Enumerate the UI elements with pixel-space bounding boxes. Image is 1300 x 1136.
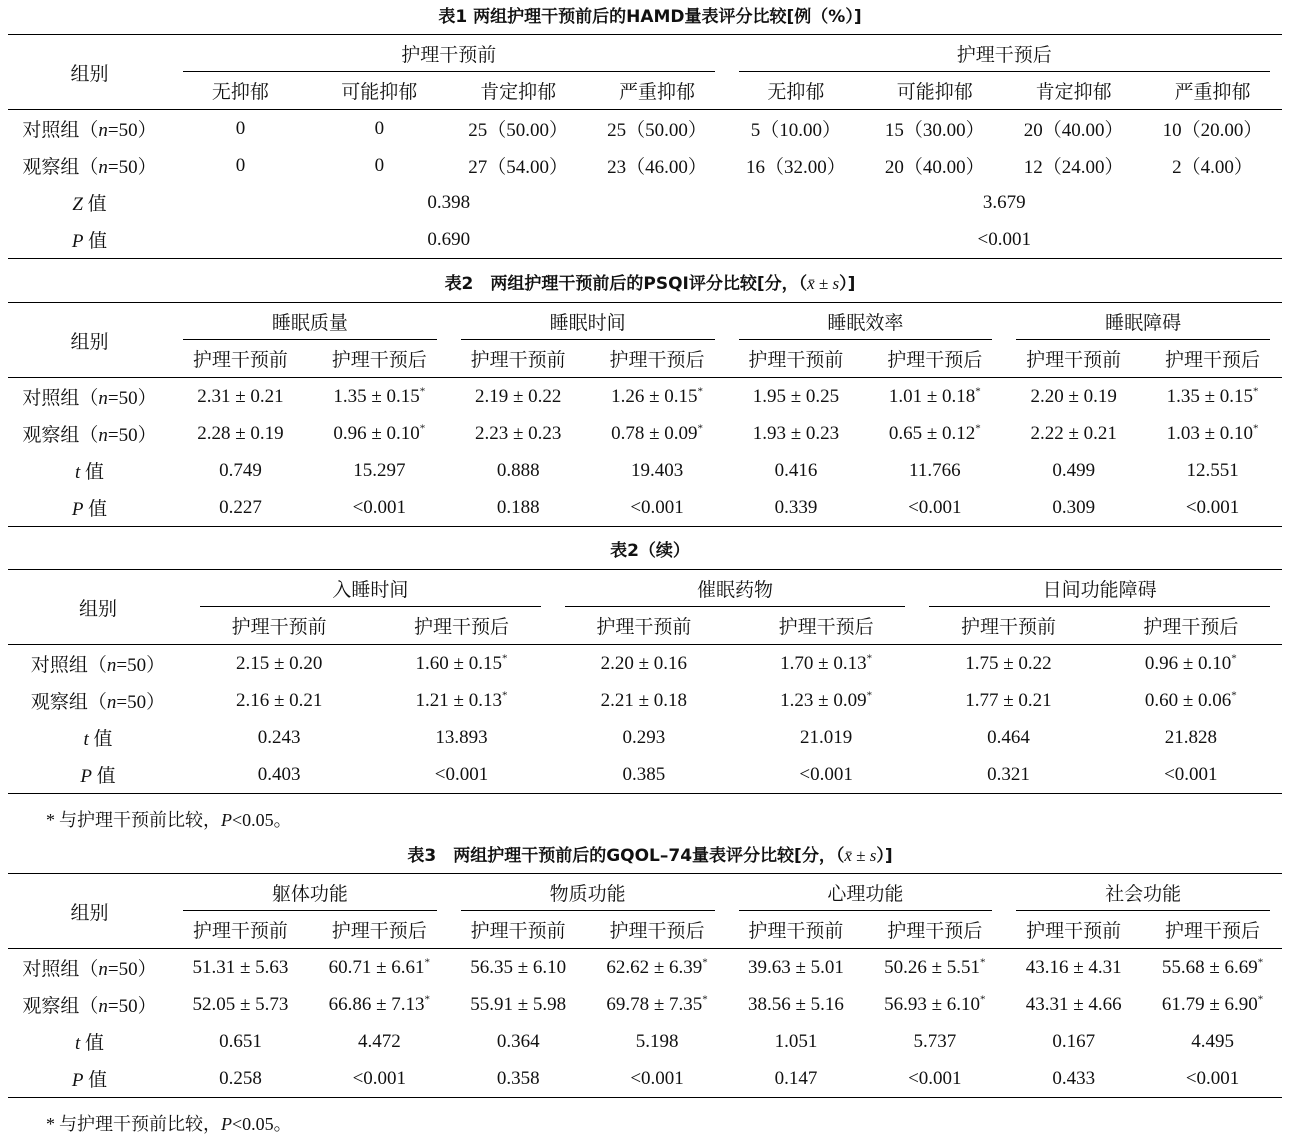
table-cell: 38.56 ± 5.16	[747, 993, 844, 1015]
section-header: 催眠药物	[553, 570, 918, 608]
table-cell: 1.23 ± 0.09*	[780, 689, 873, 711]
table-cell: 0.321	[987, 763, 1030, 785]
table-cell: 10（20.00）	[1162, 120, 1263, 141]
section-header: 心理功能	[727, 874, 1005, 912]
table-cell: 1.21 ± 0.13*	[415, 689, 508, 711]
table-cell: <0.001	[1164, 763, 1218, 785]
row-label: 观察组（n=50）	[22, 157, 157, 178]
table-cell: 1.75 ± 0.22	[965, 652, 1052, 674]
table-cell: 60.71 ± 6.61*	[328, 956, 431, 978]
table-cell: 0.339	[774, 496, 818, 518]
table-cell: 12（24.00）	[1023, 157, 1124, 178]
table-cell: 43.31 ± 4.66	[1025, 993, 1122, 1015]
row-label: t 值	[74, 1033, 105, 1054]
column-header: 护理干预后	[1143, 340, 1282, 378]
group-header: 组别	[8, 874, 171, 949]
table-cell: 1.93 ± 0.23	[752, 422, 840, 444]
table-cell: 5.198	[635, 1030, 679, 1052]
significance-marker: *	[866, 689, 873, 702]
column-header: 无抑郁	[171, 72, 310, 110]
table-cell: 0.364	[496, 1030, 540, 1052]
table-cell: 0.65 ± 0.12*	[888, 422, 981, 444]
significance-marker: *	[1231, 689, 1237, 702]
significance-marker: *	[975, 385, 981, 398]
significance-marker: *	[975, 422, 981, 435]
table-cell: 69.78 ± 7.35*	[606, 993, 708, 1015]
table-row	[8, 1060, 1282, 1098]
significance-marker: *	[419, 422, 426, 435]
table-cell: 5（10.00）	[750, 120, 842, 141]
table-cell: 0.243	[257, 726, 301, 748]
section-header: 睡眠效率	[727, 303, 1005, 341]
table-cell: 2.28 ± 0.19	[197, 422, 284, 444]
column-header: 护理干预前	[727, 340, 866, 378]
table-cell: 20（40.00）	[884, 157, 985, 178]
table-cell: 0.147	[774, 1067, 818, 1089]
column-header: 护理干预前	[188, 607, 370, 645]
table2b-caption: 表2（续）	[610, 541, 690, 561]
table-row	[8, 949, 1282, 987]
table-cell: 1.35 ± 0.15*	[333, 385, 426, 407]
table-cell: 19.403	[630, 459, 684, 481]
column-header: 严重抑郁	[1143, 72, 1282, 110]
table-row	[8, 1023, 1282, 1060]
row-label: t 值	[74, 462, 105, 483]
significance-marker: *	[1257, 956, 1264, 969]
table-cell: 5.737	[913, 1030, 957, 1052]
significance-marker: *	[866, 652, 873, 665]
table-cell: 1.60 ± 0.15*	[415, 652, 508, 674]
table-cell: 13.893	[435, 726, 488, 748]
column-header: 护理干预后	[310, 911, 449, 949]
significance-marker: *	[501, 689, 508, 702]
table-cell: 2.15 ± 0.20	[235, 652, 323, 674]
section-header: 日间功能障碍	[917, 570, 1282, 608]
significance-marker: *	[1253, 422, 1259, 435]
table-row	[8, 147, 1282, 184]
section-header: 睡眠时间	[449, 303, 727, 341]
row-label: P 值	[71, 1070, 108, 1091]
table-row	[8, 756, 1282, 794]
column-header: 严重抑郁	[588, 72, 727, 110]
significance-marker: *	[424, 993, 431, 1006]
table-row	[8, 719, 1282, 756]
table-row	[8, 986, 1282, 1023]
row-label: t 值	[83, 729, 113, 750]
row-label: P 值	[80, 766, 116, 787]
column-header: 护理干预后	[1143, 911, 1282, 949]
row-label: 对照组（n=50）	[30, 655, 166, 676]
table-cell: 2（4.00）	[1172, 157, 1253, 178]
table-row	[8, 645, 1282, 683]
column-header: 护理干预前	[449, 911, 588, 949]
table-cell: 11.766	[909, 459, 961, 481]
table-cell: 21.019	[800, 726, 853, 748]
p-label: P 值	[71, 231, 108, 252]
table-cell: 1.01 ± 0.18*	[888, 385, 981, 407]
table-cell: 12.551	[1186, 459, 1239, 481]
significance-marker: *	[980, 956, 986, 969]
table-cell: 55.68 ± 6.69*	[1161, 956, 1264, 978]
row-label: 观察组（n=50）	[30, 692, 166, 713]
column-header: 护理干预前	[727, 911, 866, 949]
table-cell: <0.001	[908, 1067, 962, 1089]
table-cell: 4.495	[1191, 1030, 1234, 1052]
z-label: Z 值	[72, 194, 107, 215]
table-row	[8, 415, 1282, 452]
table-cell: 1.70 ± 0.13*	[780, 652, 873, 674]
table-cell: 2.21 ± 0.18	[600, 689, 688, 711]
table-cell: 2.20 ± 0.16	[600, 652, 688, 674]
table-cell: 0.78 ± 0.09*	[611, 422, 704, 444]
table-row	[8, 452, 1282, 489]
column-header: 护理干预前	[171, 911, 310, 949]
group-header: 组别	[8, 35, 171, 110]
section-header: 躯体功能	[171, 874, 449, 912]
significance-marker: *	[702, 993, 708, 1006]
table-row	[8, 489, 1282, 527]
table-cell: 0.60 ± 0.06*	[1144, 689, 1237, 711]
after-header: 护理干预后	[727, 35, 1283, 73]
table-cell: 1.051	[774, 1030, 818, 1052]
section-header: 睡眠质量	[171, 303, 449, 341]
table-cell: 0.167	[1052, 1030, 1096, 1052]
section-header: 睡眠障碍	[1004, 303, 1282, 341]
table-cell: 20（40.00）	[1023, 120, 1124, 141]
table-cell: <0.001	[630, 1067, 684, 1089]
significance-marker: *	[702, 956, 708, 969]
row-label: 对照组（n=50）	[22, 959, 157, 980]
table-cell: 56.93 ± 6.10*	[884, 993, 986, 1015]
table-cell: 0.499	[1052, 459, 1096, 481]
table-cell: 27（54.00）	[468, 157, 569, 178]
table-cell: <0.001	[434, 763, 489, 785]
column-header: 护理干预前	[449, 340, 588, 378]
table-cell: 0.651	[219, 1030, 262, 1052]
table-cell: 39.63 ± 5.01	[747, 956, 844, 978]
table1-caption: 表1 两组护理干预前后的HAMD量表评分比较[例（%）]	[438, 7, 862, 27]
table1	[8, 34, 1282, 259]
p-before: 0.690	[427, 228, 471, 250]
table-cell: 0.96 ± 0.10*	[333, 422, 426, 444]
column-header: 护理干预后	[588, 911, 727, 949]
column-header: 护理干预后	[1100, 607, 1282, 645]
table-cell: 15.297	[353, 459, 406, 481]
table-cell: <0.001	[1185, 496, 1240, 518]
table-cell: 51.31 ± 5.63	[192, 956, 289, 978]
table-cell: 0.96 ± 0.10*	[1144, 652, 1237, 674]
table-row	[8, 682, 1282, 719]
significance-marker: *	[1253, 385, 1259, 398]
before-header: 护理干预前	[171, 35, 727, 73]
table-cell: 15（30.00）	[884, 120, 985, 141]
table-cell: 0	[235, 117, 246, 139]
table-cell: <0.001	[1185, 1067, 1240, 1089]
table-cell: 0.416	[774, 459, 818, 481]
table-cell: <0.001	[799, 763, 853, 785]
table-cell: 2.23 ± 0.23	[474, 422, 562, 444]
table-cell: <0.001	[352, 1067, 407, 1089]
column-header: 无抑郁	[727, 72, 866, 110]
group-header: 组别	[8, 570, 188, 645]
table-row	[8, 378, 1282, 416]
z-after: 3.679	[982, 191, 1026, 213]
row-label: 观察组（n=50）	[22, 425, 157, 446]
column-header: 护理干预前	[917, 607, 1099, 645]
table-cell: 0.749	[219, 459, 262, 481]
table-cell: 0.385	[622, 763, 666, 785]
section-header: 物质功能	[449, 874, 727, 912]
column-header: 护理干预后	[310, 340, 449, 378]
table-row	[8, 110, 1282, 148]
row-label: P 值	[71, 499, 108, 520]
table-cell: 21.828	[1164, 726, 1217, 748]
row-label: 对照组（n=50）	[22, 120, 157, 141]
table-cell: 0.888	[496, 459, 540, 481]
table-cell: 50.26 ± 5.51*	[884, 956, 986, 978]
column-header: 肯定抑郁	[1004, 72, 1143, 110]
section-header: 入睡时间	[188, 570, 553, 608]
table-cell: 1.35 ± 0.15*	[1166, 385, 1259, 407]
table-cell: 0.258	[219, 1067, 262, 1089]
table-cell: 1.95 ± 0.25	[752, 385, 840, 407]
p-after: <0.001	[977, 228, 1031, 250]
column-header: 护理干预前	[1004, 340, 1143, 378]
table-cell: 55.91 ± 5.98	[470, 993, 567, 1015]
table-cell: 2.20 ± 0.19	[1030, 385, 1117, 407]
column-header: 护理干预前	[1004, 911, 1143, 949]
table-cell: 0.433	[1052, 1067, 1096, 1089]
column-header: 护理干预后	[865, 340, 1004, 378]
column-header: 可能抑郁	[310, 72, 449, 110]
table-cell: 0.188	[496, 496, 540, 518]
table2-continued	[8, 569, 1282, 794]
table-cell: <0.001	[352, 496, 407, 518]
table-cell: 25（50.00）	[607, 120, 707, 141]
significance-marker: *	[697, 385, 704, 398]
significance-marker: *	[980, 993, 986, 1006]
table-cell: 0	[235, 154, 246, 176]
table-cell: 0	[374, 154, 385, 176]
row-label: 观察组（n=50）	[22, 996, 157, 1017]
table3-caption: 表3 两组护理干预前后的GQOL–74量表评分比较[分，（x̄ ± s）]	[407, 846, 893, 866]
table-cell: 52.05 ± 5.73	[192, 993, 289, 1015]
column-header: 护理干预前	[171, 340, 310, 378]
significance-marker: *	[424, 956, 431, 969]
table2-caption: 表2 两组护理干预前后的PSQI评分比较[分，（x̄ ± s）]	[444, 274, 856, 294]
column-header: 肯定抑郁	[449, 72, 588, 110]
table-cell: 25（50.00）	[468, 120, 569, 141]
group-header: 组别	[8, 303, 171, 378]
table-cell: 62.62 ± 6.39*	[606, 956, 708, 978]
table-cell: 56.35 ± 6.10	[470, 956, 567, 978]
table-cell: 23（46.00）	[607, 157, 707, 178]
table-cell: <0.001	[908, 496, 962, 518]
table-cell: 0.358	[496, 1067, 540, 1089]
table-cell: 43.16 ± 4.31	[1025, 956, 1122, 978]
row-label: 对照组（n=50）	[22, 388, 157, 409]
table-cell: 66.86 ± 7.13*	[328, 993, 431, 1015]
column-header: 可能抑郁	[865, 72, 1004, 110]
significance-marker: *	[1231, 652, 1237, 665]
column-header: 护理干预后	[588, 340, 727, 378]
table-cell: 1.26 ± 0.15*	[611, 385, 704, 407]
table2	[8, 302, 1282, 527]
table-cell: 2.22 ± 0.21	[1030, 422, 1117, 444]
table-cell: 61.79 ± 6.90*	[1161, 993, 1264, 1015]
table-cell: 1.77 ± 0.21	[965, 689, 1052, 711]
significance-marker: *	[1257, 993, 1264, 1006]
column-header: 护理干预后	[865, 911, 1004, 949]
z-before: 0.398	[427, 191, 471, 213]
table-cell: <0.001	[630, 496, 684, 518]
table-cell: 0.464	[987, 726, 1030, 748]
table-cell: 2.19 ± 0.22	[474, 385, 562, 407]
significance-marker: *	[501, 652, 508, 665]
section-header: 社会功能	[1004, 874, 1282, 912]
column-header: 护理干预后	[735, 607, 917, 645]
table-cell: 0.227	[219, 496, 262, 518]
table2-footnote: * 与护理干预前比较，P<0.05。	[46, 810, 292, 830]
significance-marker: *	[419, 385, 426, 398]
table-cell: 0.403	[257, 763, 301, 785]
table-cell: 0.309	[1052, 496, 1096, 518]
column-header: 护理干预前	[553, 607, 735, 645]
table3-footnote: * 与护理干预前比较，P<0.05。	[46, 1114, 292, 1134]
table-cell: 2.16 ± 0.21	[235, 689, 323, 711]
table-cell: 0	[374, 117, 385, 139]
significance-marker: *	[697, 422, 704, 435]
table-cell: 0.293	[622, 726, 666, 748]
table-cell: 2.31 ± 0.21	[197, 385, 284, 407]
table3	[8, 873, 1282, 1098]
table-cell: 1.03 ± 0.10*	[1166, 422, 1259, 444]
column-header: 护理干预后	[370, 607, 552, 645]
table-cell: 4.472	[357, 1030, 401, 1052]
table-cell: 16（32.00）	[746, 157, 846, 178]
